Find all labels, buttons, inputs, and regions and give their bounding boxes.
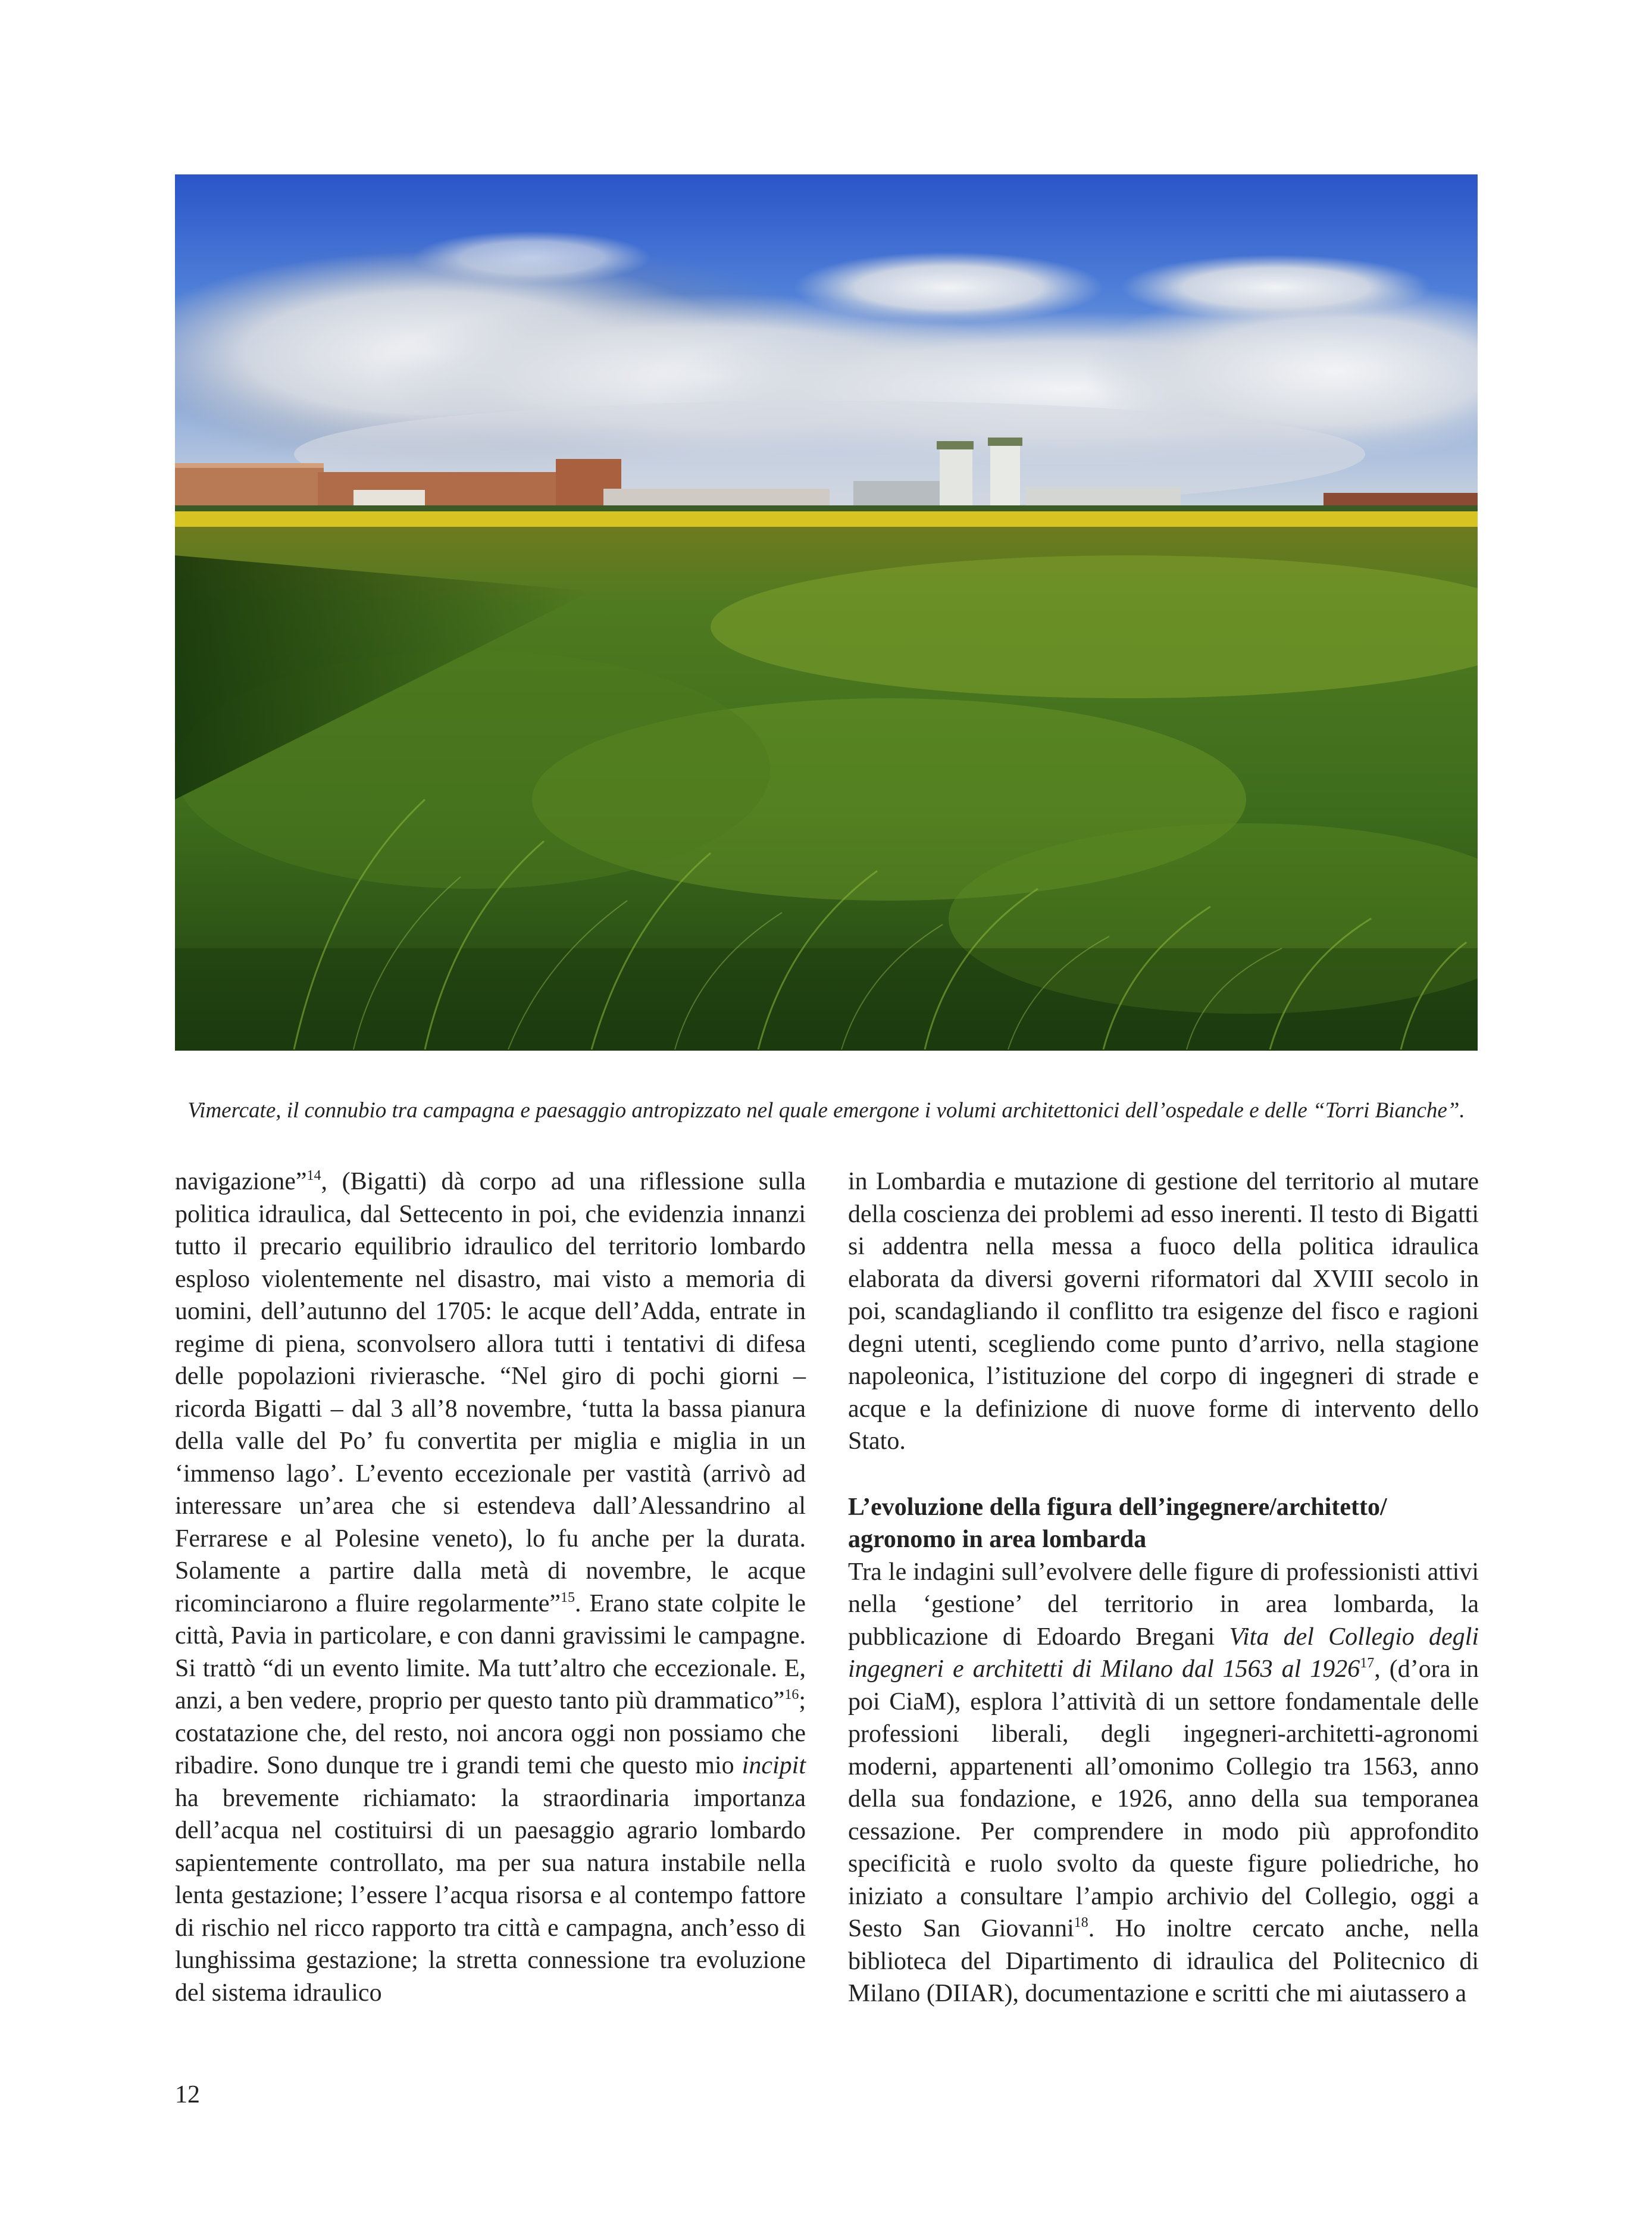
text-column-right (848, 1166, 1479, 2010)
paragraph (175, 1166, 806, 2009)
footnote-ref-14[interactable]: 14 (306, 1168, 321, 1183)
paragraph: in Lombardia e mutazione di gestione del territorio al mutare della coscienza dei problemi ad esso inerenti. Il testo di Bigatti si addentra nella messa a fuoco della politica idraulica elaborata da diversi governi riformatori dal XVIII secolo in poi, scandagliando il conflitto tra esigenze del fisco e ragioni degni utenti, scegliendo come punto d’arrivo, nella stagione napoleonica, l’istituzione del corpo di ingegneri di strade e acque e la definizione di nuove forme di intervento dello Stato. (848, 1168, 1479, 1455)
footnote-ref-18[interactable]: 18 (1074, 1915, 1088, 1930)
paragraph (848, 1556, 1479, 2010)
landscape-photo-graphic (175, 174, 1478, 1051)
text-run: navigazione” (175, 1168, 307, 1195)
section-heading: L’evoluzione della figura dell’ingegnere/architetto/ agronomo in area lombarda (848, 1493, 1387, 1553)
photo-caption: Vimercate, il connubio tra campagna e paesaggio antropizzato nel quale emergone i volumi architettonici dell’ospedale e delle “Torri Bianche”. (187, 1098, 1465, 1123)
text-run: , (Bigatti) dà corpo ad una riflessione sulla politica idraulica, dal Settecento in poi, che evidenzia innanzi tutto il precario equilibrio idraulico del territorio lombardo esploso violentemente nel disastro, mai visto a memoria di uomini, dell’autunno del 1705: le acque dell’Adda, entrate in regime di piena, sconvolsero allora tutti i tentativi di difesa delle popolazioni rivierasche. “Nel giro di pochi giorni – ricorda Bigatti – dal 3 all’8 novembre, ‘tutta la bassa pianura della valle del Po’ fu convertita per miglia e miglia in un ‘immenso lago’. L’evento eccezionale per vastità (arrivò ad interessare un’area che si estendeva dall’Alessandrino al Ferrarese e al Polesine veneto), lo fu anche per la durata. Solamente a partire dalla metà di novembre, le acque ricominciarono a fluire regolarmente” (175, 1168, 806, 1617)
text-run: . Ho inoltre cercato anche, nella biblioteca del Dipartimento di idraulica del Politecnico di Milano (DIIAR), documentazione e scritti che mi aiutassero a (848, 1915, 1479, 2007)
page-number: 12 (175, 2081, 200, 2108)
text-column-left (175, 1166, 806, 2009)
text-run: ha brevemente richiamato: la straordinaria importanza dell’acqua nel costituirsi di un paesaggio agrario lombardo sapientemente controllato, ma per sua natura instabile nella lenta gestazione; l’essere l’acqua risorsa e al contempo fattore di rischio nel ricco rapporto tra città e campagna, anch’esso di lunghissima gestazione; la stretta connessione tra evoluzione del sistema idraulico (175, 1784, 806, 2007)
text-run: Tra le indagini sull’evolvere delle figure di professionisti attivi nella ‘gestione’ del territorio in area lombarda, la pubblicazione di Edoardo Bregani (848, 1558, 1479, 1651)
text-run: ; costatazione che, del resto, noi ancora oggi non possiamo che ribadire. Sono dunque tre i grandi temi che questo mio (175, 1687, 806, 1779)
text-run: , (d’ora in poi CiaM), esplora l’attività di un settore fondamentale delle professioni liberali, degli ingegneri-architetti-agronomi moderni, appartenenti all’omonimo Collegio tra 1563, anno della sua fondazione, e 1926, anno della sua temporanea cessazione. Per comprendere in modo più approfondito specificità e ruolo svolto da queste figure poliedriche, ho iniziato a consultare l’ampio archivio del Collegio, oggi a Sesto San Giovanni (848, 1655, 1479, 1942)
footnote-ref-15[interactable]: 15 (561, 1589, 575, 1605)
footnote-ref-17[interactable]: 17 (1360, 1655, 1375, 1671)
landscape-photo (175, 174, 1478, 1051)
italic-book-title: Vita del Collegio degli ingegneri e architetti di Milano dal 1563 al 1926 (848, 1623, 1479, 1683)
italic-term: incipit (741, 1752, 806, 1779)
text-run: . Erano state colpite le città, Pavia in particolare, e con danni gravissimi le campagne. Si trattò “di un evento limite. Ma tutt’altro che eccezionale. E, anzi, a ben vedere, proprio per questo tanto più drammatico” (175, 1589, 806, 1714)
footnote-ref-16[interactable]: 16 (784, 1687, 799, 1702)
